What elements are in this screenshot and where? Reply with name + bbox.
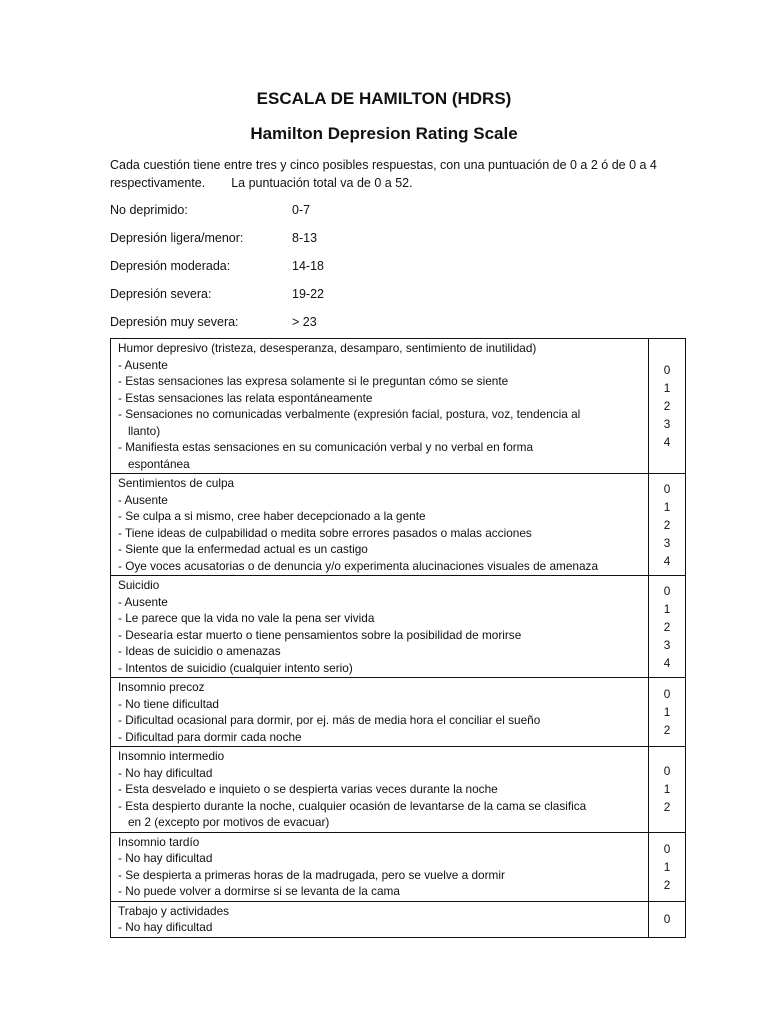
item-row (111, 678, 686, 747)
score-value: 3 (663, 417, 671, 431)
item-option: - Se despierta a primeras horas de la madrugada, pero se vuelve a dormir (118, 867, 505, 882)
item-title: Trabajo y actividades (118, 903, 230, 918)
range-value: 8-13 (292, 231, 318, 245)
item-row (111, 339, 686, 474)
range-label: No deprimido: (110, 203, 188, 217)
item-option: - Estas sensaciones las expresa solamente si le preguntan cómo se siente (118, 374, 509, 388)
item-scores-cell (649, 474, 686, 576)
score-value: 1 (663, 705, 671, 719)
score-value: 4 (663, 435, 671, 449)
item-option: - No hay dificultad (118, 920, 213, 934)
item-option: - Tiene ideas de culpabilidad o medita sobre errores pasados o malas acciones (118, 525, 532, 540)
item-option: en 2 (excepto por motivos de evacuar) (128, 815, 330, 829)
item-description-cell (111, 901, 649, 937)
item-row (111, 474, 686, 576)
score-value: 0 (663, 583, 671, 598)
range-label: Depresión ligera/menor: (110, 231, 244, 245)
document-title: ESCALA DE HAMILTON (HDRS) (256, 89, 512, 108)
item-title: Sentimientos de culpa (118, 476, 235, 490)
item-option: - Desearía estar muerto o tiene pensamientos sobre la posibilidad de morirse (118, 627, 522, 642)
range-row (110, 229, 510, 257)
score-value: 0 (663, 912, 671, 926)
item-option: - Esta despierto durante la noche, cualquier ocasión de levantarse de la cama se clasifica (118, 798, 587, 813)
score-value: 0 (663, 841, 671, 856)
item-option: - Sensaciones no comunicadas verbalmente (expresión facial, postura, voz, tendencia al (118, 407, 581, 421)
item-row (111, 747, 686, 833)
item-option: espontánea (128, 456, 190, 471)
range-value: > 23 (292, 315, 317, 329)
item-title: Suicidio (118, 578, 160, 592)
item-scores-cell (649, 901, 686, 937)
item-option: - Se culpa a si mismo, cree haber decepcionado a la gente (118, 509, 426, 523)
score-value: 1 (663, 601, 671, 616)
item-option: - Ausente (118, 594, 168, 609)
item-scores-cell (649, 339, 686, 474)
score-value: 0 (663, 764, 671, 779)
item-row (111, 901, 686, 937)
item-option: - Le parece que la vida no vale la pena ser vivida (118, 611, 375, 625)
item-option: - Dificultad ocasional para dormir, por ej. más de media hora el conciliar el sueño (118, 713, 541, 727)
item-option: - No puede volver a dormirse si se levanta de la cama (118, 884, 400, 898)
score-value: 2 (663, 877, 671, 892)
score-value: 2 (663, 723, 671, 737)
range-row (110, 285, 510, 313)
score-value: 1 (663, 859, 671, 874)
range-label: Depresión severa: (110, 287, 212, 301)
score-value: 2 (663, 399, 671, 413)
range-label: Depresión moderada: (110, 259, 231, 273)
item-description-cell (111, 832, 649, 901)
item-option: - Intentos de suicidio (cualquier intento serio) (118, 660, 353, 675)
document-subtitle: Hamilton Depresion Rating Scale (250, 124, 518, 143)
hamilton-items-table (110, 338, 686, 938)
score-value: 4 (663, 655, 671, 670)
item-row (111, 576, 686, 678)
item-description-cell (111, 576, 649, 678)
range-value: 19-22 (292, 287, 324, 301)
item-option: - No hay dificultad (118, 851, 213, 865)
range-row (110, 257, 510, 285)
item-title: Insomnio precoz (118, 680, 205, 694)
score-value: 2 (663, 800, 671, 815)
range-value: 0-7 (292, 203, 311, 217)
item-scores-cell (649, 678, 686, 747)
range-value: 14-18 (292, 259, 324, 273)
item-option: - Siente que la enfermedad actual es un castigo (118, 542, 368, 556)
item-description-cell (111, 474, 649, 576)
item-scores-cell (649, 832, 686, 901)
item-option: llanto) (128, 423, 161, 438)
score-ranges (110, 201, 510, 341)
range-row (110, 313, 510, 341)
item-description-cell (111, 678, 649, 747)
score-value: 4 (663, 553, 671, 568)
item-option: - Ausente (118, 492, 168, 507)
score-value: 1 (663, 782, 671, 797)
score-value: 2 (663, 619, 671, 634)
score-value: 3 (663, 637, 671, 652)
item-option: - Ideas de suicidio o amenazas (118, 644, 281, 658)
score-value: 0 (663, 363, 671, 377)
item-row (111, 832, 686, 901)
score-value: 3 (663, 535, 671, 550)
item-scores-cell (649, 576, 686, 678)
intro-paragraph (110, 156, 690, 192)
item-option: - Estas sensaciones las relata espontáneamente (118, 390, 373, 405)
item-option: - Oye voces acusatorias o de denuncia y/o experimenta alucinaciones visuales de amenaza (118, 558, 599, 573)
score-value: 0 (663, 481, 671, 496)
score-value: 2 (663, 517, 671, 532)
item-option: - Manifiesta estas sensaciones en su comunicación verbal y no verbal en forma (118, 440, 534, 454)
intro-text-2: La puntuación total va de 0 a 52. (231, 176, 413, 190)
item-title: Insomnio tardío (118, 834, 200, 849)
item-option: - Esta desvelado e inquieto o se despierta varias veces durante la noche (118, 782, 498, 796)
item-option: - No hay dificultad (118, 765, 213, 780)
item-title: Humor depresivo (tristeza, desesperanza, desamparo, sentimiento de inutilidad) (118, 341, 537, 355)
score-value: 1 (663, 499, 671, 514)
range-label: Depresión muy severa: (110, 315, 239, 329)
range-row (110, 201, 510, 229)
item-description-cell (111, 339, 649, 474)
score-value: 0 (663, 687, 671, 701)
item-option: - Dificultad para dormir cada noche (118, 729, 302, 744)
item-scores-cell (649, 747, 686, 833)
item-description-cell (111, 747, 649, 833)
intro-text-1: Cada cuestión tiene entre tres y cinco posibles respuestas, con una puntuación de 0 a 2 ó de 0 a 4 respectivamente. (110, 158, 657, 190)
item-option: - Ausente (118, 357, 168, 372)
item-option: - No tiene dificultad (118, 696, 219, 711)
item-title: Insomnio intermedio (118, 749, 225, 763)
score-value: 1 (663, 381, 671, 395)
